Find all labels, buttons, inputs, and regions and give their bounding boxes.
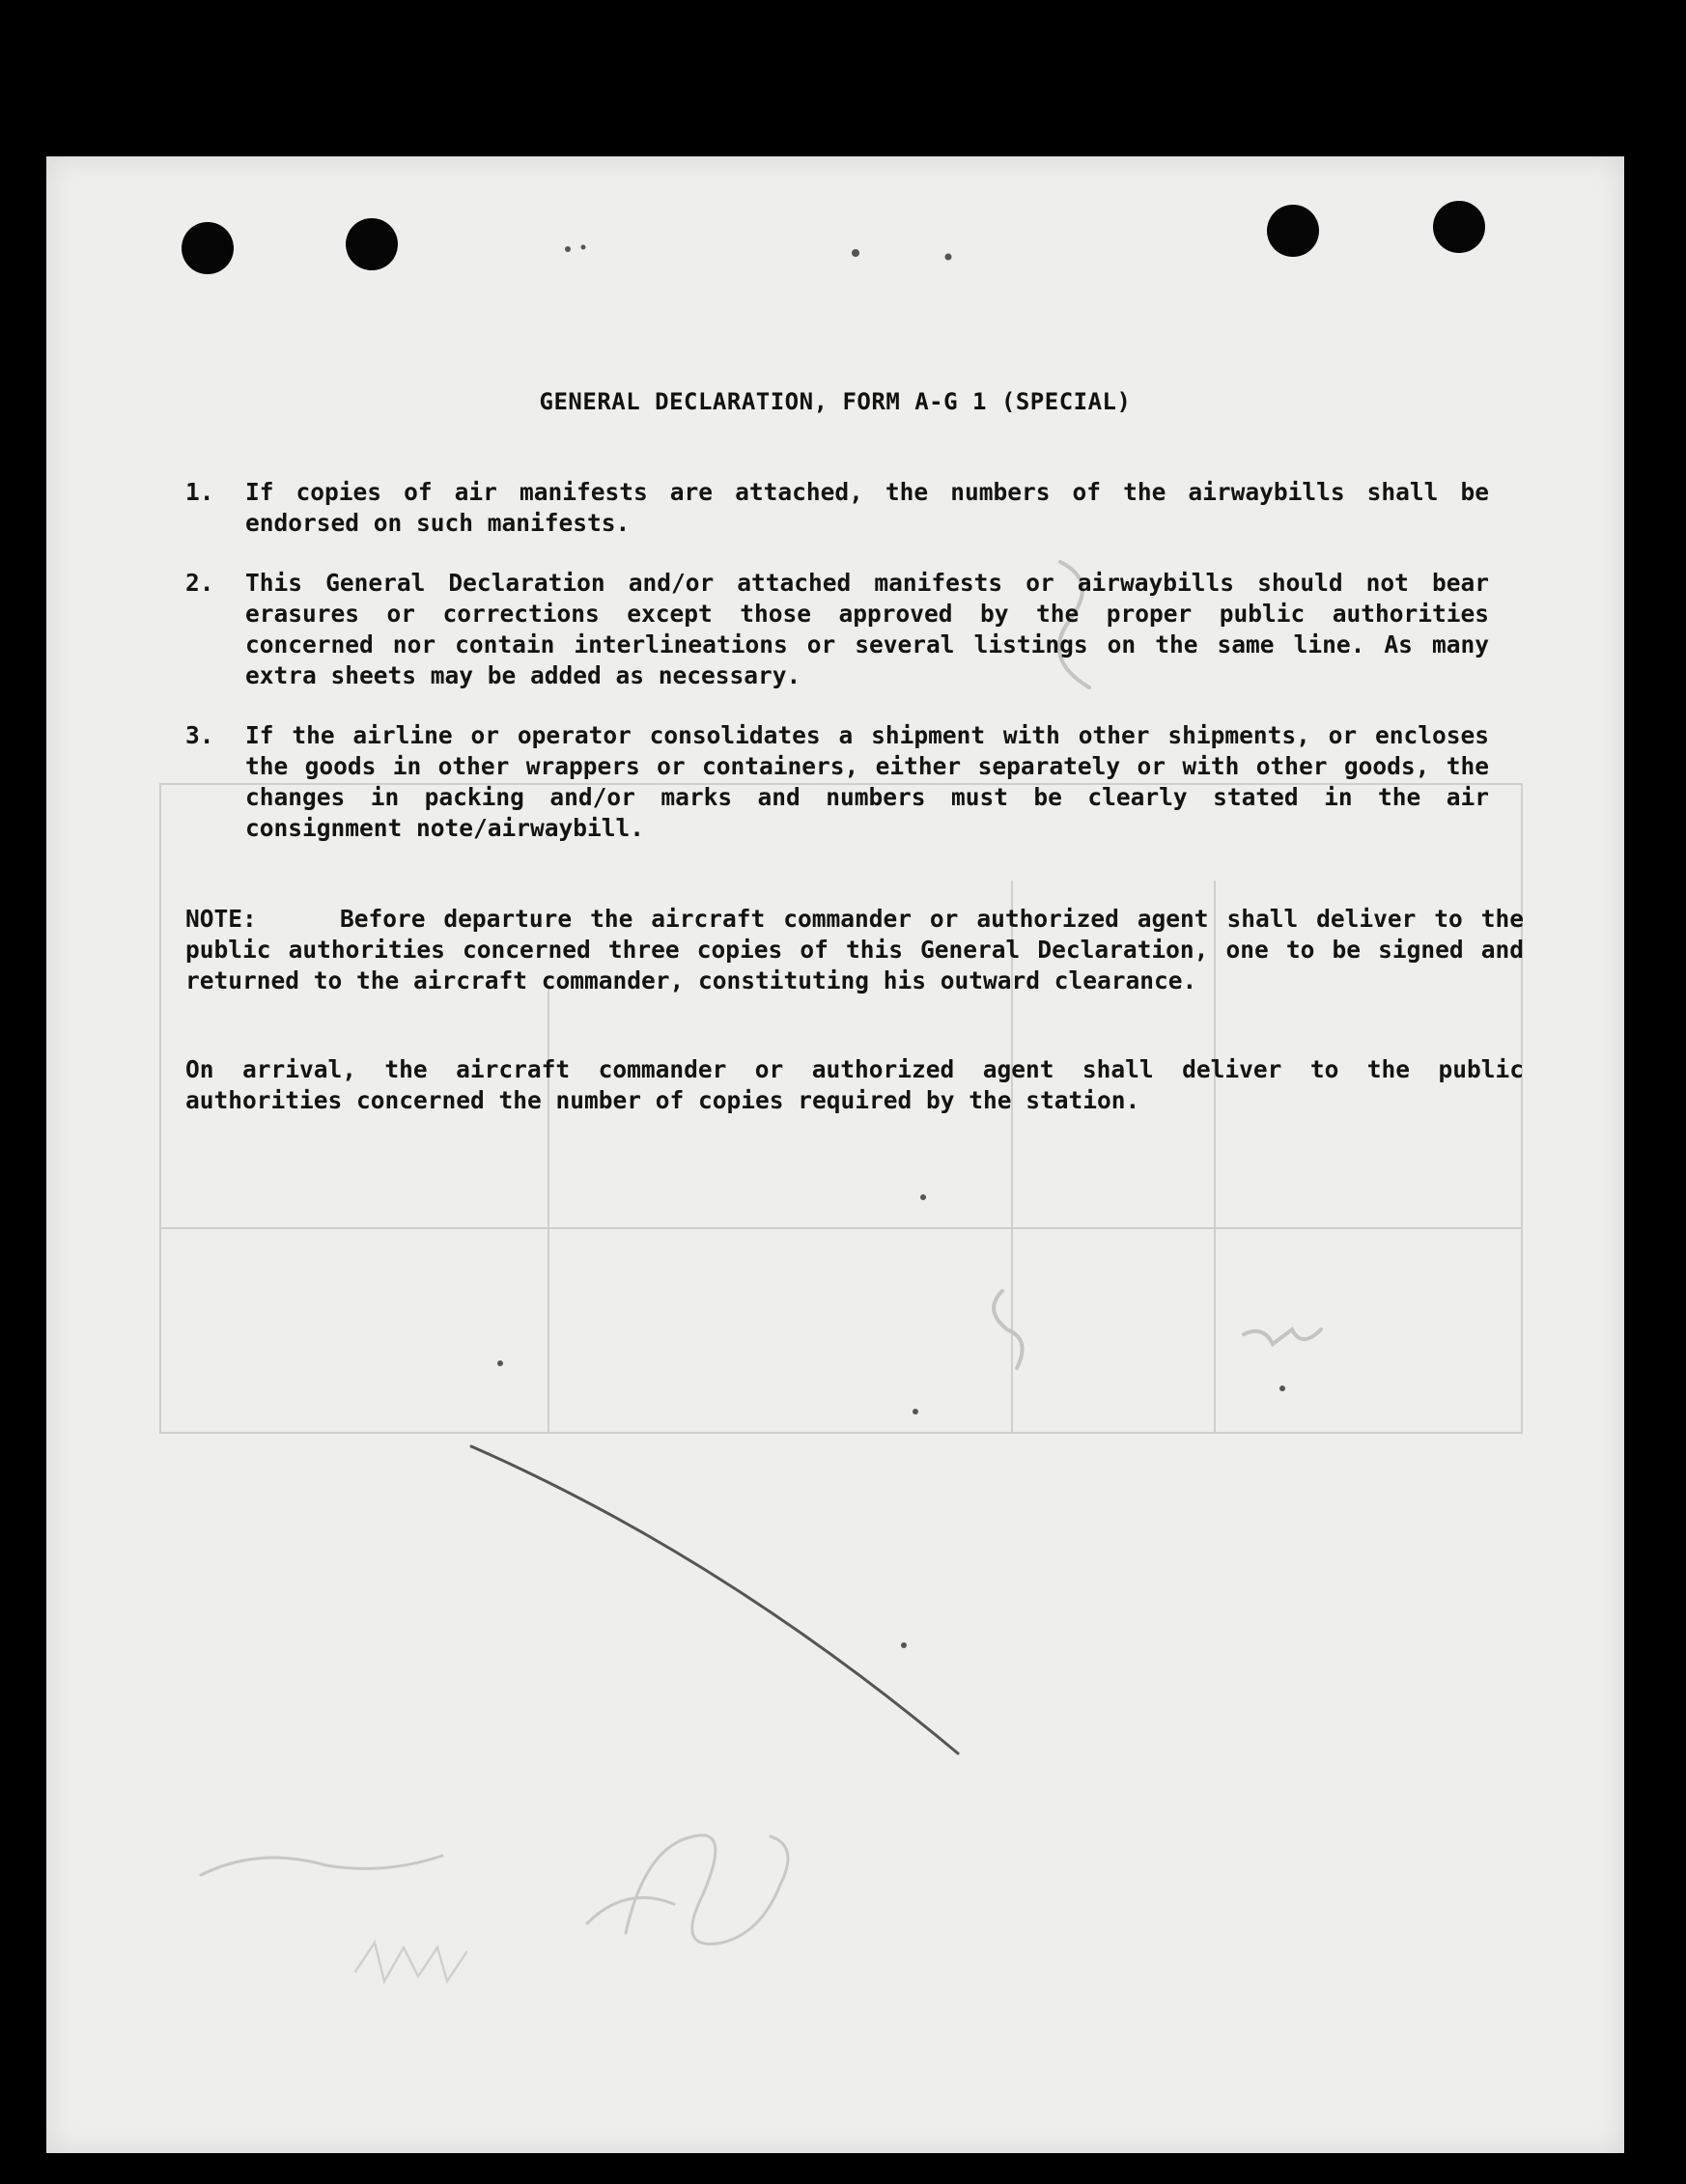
punch-hole [1267,205,1319,257]
document-title: GENERAL DECLARATION, FORM A-G 1 (SPECIAL) [539,388,1132,415]
arrival-text: On arrival, the aircraft commander or authorized agent shall deliver to the public authorities concerned the number of copies required by the station. [185,1055,1524,1114]
arrival-paragraph [185,1054,1524,1116]
item-text: If copies of air manifests are attached, the numbers of the airwaybills shall be endorsed on such manifests. [245,478,1489,537]
note-text: Before departure the aircraft commander or authorized agent shall deliver to the public authorities concerned three copies of this General Declaration, one to be signed and returned to the aircraft commander, constituting his outward clearance. [185,905,1524,994]
punch-hole [346,218,398,270]
item-number: 3. [185,721,214,749]
note-label: NOTE: [185,905,257,933]
item-number: 1. [185,478,214,506]
show-through-marks [46,156,1624,2153]
item-text: This General Declaration and/or attached manifests or airwaybills should not bear erasures or corrections except those approved by the proper public authorities concerned nor contain interlineations or several listings on the same line. As many extra sheets may be added as necessary. [245,569,1489,689]
document-page [46,156,1624,2153]
punch-hole [182,222,234,274]
pencil-mark [46,156,1624,2153]
note-paragraph [185,904,1524,996]
punch-hole [1433,201,1485,253]
item-number: 2. [185,569,214,597]
item-text: If the airline or operator consolidates a shipment with other shipments, or encloses the goods in other wrappers or containers, either separately or with other goods, the changes in packing and/or marks and numbers must be clearly stated in the air consignment note/airwaybill. [245,721,1489,842]
